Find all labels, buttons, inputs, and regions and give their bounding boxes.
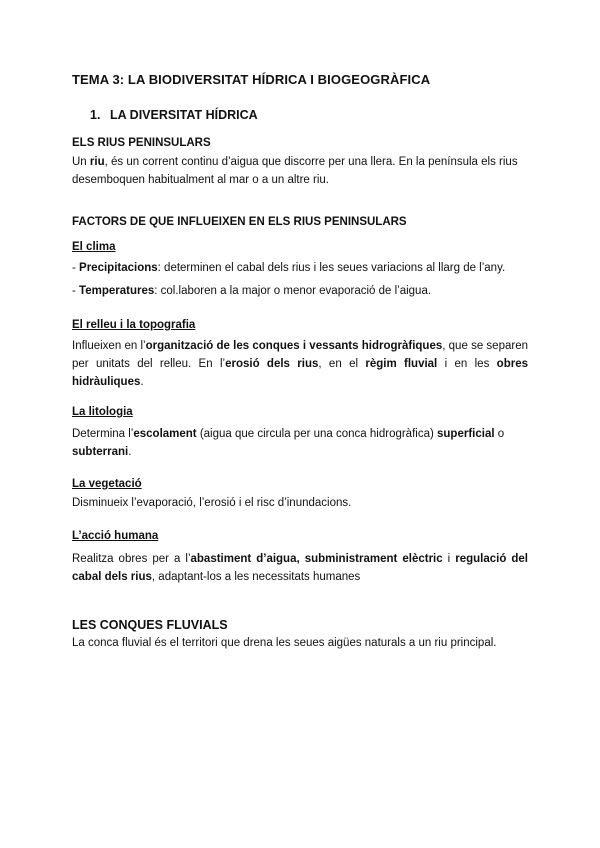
paragraph-relleu: Influeixen en l’organització de les conques i vessants hidrogràfiques, que se separen per unitats del relleu. En l’erosió dels rius, en el règim fluvial i en les obres hidràuliques. bbox=[72, 340, 528, 388]
paragraph-rius: Un riu, és un corrent continu d’aigua que discorre per una llera. En la península els rius desemboquen habitualment al mar o a un altre riu. bbox=[72, 156, 518, 186]
clima-temperatures: - Temperatures: col.laboren a la major o menor evaporació de l’aigua. bbox=[72, 285, 432, 297]
subheading-litologia: La litologia bbox=[72, 406, 133, 418]
paragraph-accio-humana: Realitza obres per a l’abastiment d’aigua, subministrament elèctric i regulació del cabal dels rius, adaptant-los a les necessitats humanes bbox=[72, 553, 528, 583]
subheading-vegetacio: La vegetació bbox=[72, 478, 142, 490]
paragraph-litologia: Determina l’escolament (aigua que circula per una conca hidrogràfica) superficial o subterrani. bbox=[72, 428, 505, 458]
heading-factors: FACTORS DE QUE INFLUEIXEN EN ELS RIUS PENINSULARS bbox=[72, 216, 407, 228]
heading-rius-peninsulars: ELS RIUS PENINSULARS bbox=[72, 137, 211, 149]
section-heading-diversitat bbox=[90, 108, 258, 122]
paragraph-vegetacio: Disminueix l’evaporació, l’erosió i el risc d’inundacions. bbox=[72, 497, 352, 509]
paragraph-conques: La conca fluvial és el territori que drena les seues aigües naturals a un riu principal. bbox=[72, 637, 497, 649]
clima-precipitacions: - Precipitacions: determinen el cabal dels rius i les seues variacions al llarg de l’any. bbox=[72, 262, 506, 274]
page-title: TEMA 3: LA BIODIVERSITAT HÍDRICA I BIOGEOGRÀFICA bbox=[72, 72, 431, 87]
subheading-relleu: El relleu i la topografia bbox=[72, 319, 196, 331]
subheading-clima: El clima bbox=[72, 241, 116, 253]
heading-conques-fluvials: LES CONQUES FLUVIALS bbox=[72, 618, 228, 632]
section-number: 1. bbox=[90, 108, 101, 122]
section-label: LA DIVERSITAT HÍDRICA bbox=[110, 108, 258, 122]
subheading-accio-humana: L’acció humana bbox=[72, 530, 159, 542]
